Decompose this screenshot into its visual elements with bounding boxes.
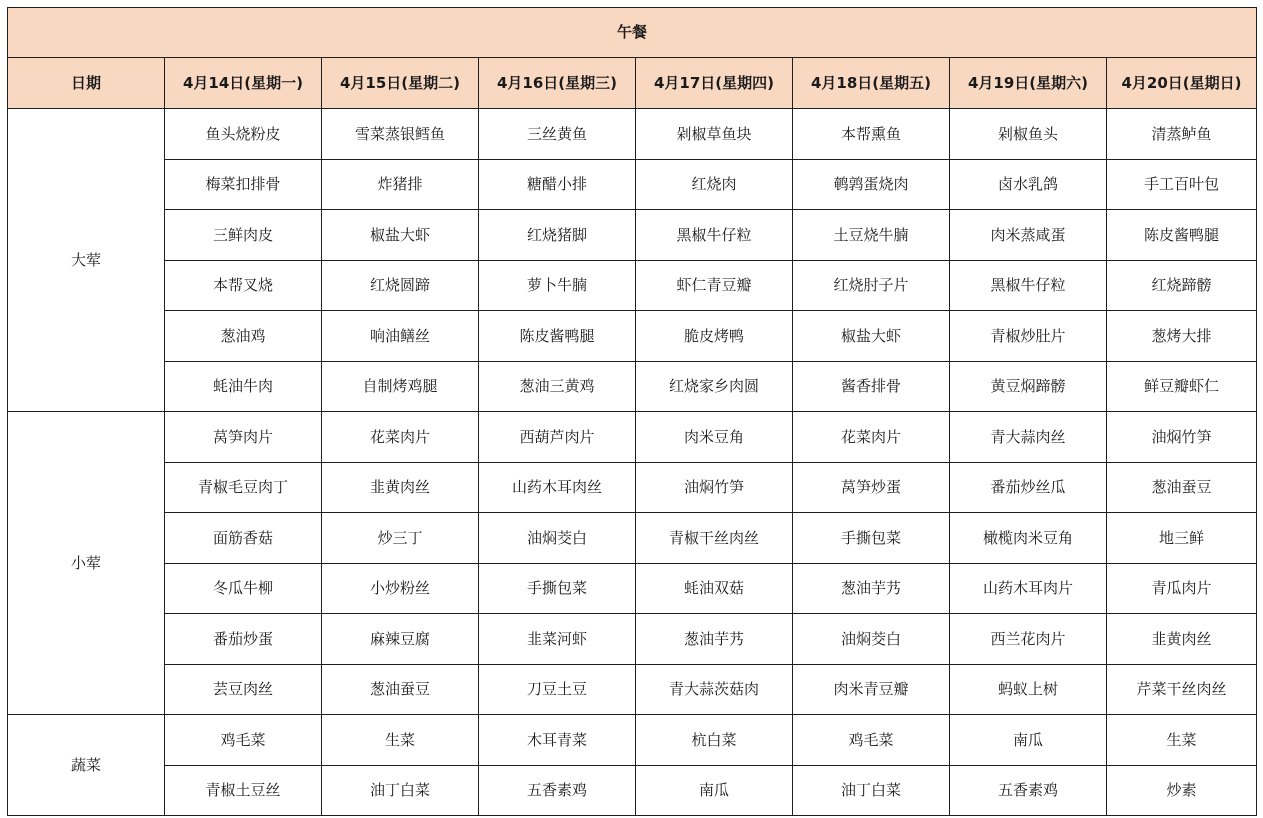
day-header: 4月14日(星期一) <box>165 58 322 109</box>
dish-cell: 肉米青豆瓣 <box>793 664 950 715</box>
date-header: 日期 <box>8 58 165 109</box>
table-row <box>8 614 1257 665</box>
table-row <box>8 462 1257 513</box>
dish-cell: 黄豆焖蹄髈 <box>950 361 1107 412</box>
dish-cell: 手撕包菜 <box>793 513 950 564</box>
dish-cell: 莴笋肉片 <box>165 412 322 463</box>
table-row <box>8 260 1257 311</box>
dish-cell: 五香素鸡 <box>479 765 636 816</box>
category-cell: 大荤 <box>8 109 165 412</box>
dish-cell: 生菜 <box>322 715 479 766</box>
dish-cell: 梅菜扣排骨 <box>165 159 322 210</box>
dish-cell: 炒三丁 <box>322 513 479 564</box>
dish-cell: 南瓜 <box>636 765 793 816</box>
table-row <box>8 311 1257 362</box>
dish-cell: 红烧猪脚 <box>479 210 636 261</box>
table-row <box>8 563 1257 614</box>
dish-cell: 青瓜肉片 <box>1107 563 1257 614</box>
dish-cell: 花菜肉片 <box>322 412 479 463</box>
day-header: 4月19日(星期六) <box>950 58 1107 109</box>
dish-cell: 鱼头烧粉皮 <box>165 109 322 160</box>
dish-cell: 南瓜 <box>950 715 1107 766</box>
dish-cell: 脆皮烤鸭 <box>636 311 793 362</box>
category-cell: 蔬菜 <box>8 715 165 816</box>
category-cell: 小荤 <box>8 412 165 715</box>
dish-cell: 刀豆土豆 <box>479 664 636 715</box>
dish-cell: 虾仁青豆瓣 <box>636 260 793 311</box>
dish-cell: 本帮叉烧 <box>165 260 322 311</box>
dish-cell: 葱烤大排 <box>1107 311 1257 362</box>
dish-cell: 清蒸鲈鱼 <box>1107 109 1257 160</box>
dish-cell: 鸡毛菜 <box>165 715 322 766</box>
dish-cell: 韭黄肉丝 <box>322 462 479 513</box>
dish-cell: 卤水乳鸽 <box>950 159 1107 210</box>
dish-cell: 山药木耳肉丝 <box>479 462 636 513</box>
dish-cell: 青椒炒肚片 <box>950 311 1107 362</box>
dish-cell: 油丁白菜 <box>793 765 950 816</box>
dish-cell: 肉米豆角 <box>636 412 793 463</box>
table-row <box>8 361 1257 412</box>
day-header: 4月20日(星期日) <box>1107 58 1257 109</box>
dish-cell: 番茄炒丝瓜 <box>950 462 1107 513</box>
dish-cell: 橄榄肉米豆角 <box>950 513 1107 564</box>
dish-cell: 芹菜干丝肉丝 <box>1107 664 1257 715</box>
dish-cell: 五香素鸡 <box>950 765 1107 816</box>
dish-cell: 青椒土豆丝 <box>165 765 322 816</box>
dish-cell: 山药木耳肉片 <box>950 563 1107 614</box>
dish-cell: 青椒干丝肉丝 <box>636 513 793 564</box>
dish-cell: 响油鳝丝 <box>322 311 479 362</box>
menu-table <box>7 7 1257 816</box>
dish-cell: 麻辣豆腐 <box>322 614 479 665</box>
dish-cell: 葱油鸡 <box>165 311 322 362</box>
day-header: 4月16日(星期三) <box>479 58 636 109</box>
dish-cell: 萝卜牛腩 <box>479 260 636 311</box>
dish-cell: 椒盐大虾 <box>322 210 479 261</box>
dish-cell: 番茄炒蛋 <box>165 614 322 665</box>
dish-cell: 油焖竹笋 <box>636 462 793 513</box>
dish-cell: 葱油芋艿 <box>793 563 950 614</box>
dish-cell: 手工百叶包 <box>1107 159 1257 210</box>
dish-cell: 芸豆肉丝 <box>165 664 322 715</box>
table-row <box>8 159 1257 210</box>
dish-cell: 陈皮酱鸭腿 <box>479 311 636 362</box>
table-row <box>8 715 1257 766</box>
dish-cell: 蚝油双菇 <box>636 563 793 614</box>
dish-cell: 油焖茭白 <box>793 614 950 665</box>
table-row <box>8 412 1257 463</box>
dish-cell: 黑椒牛仔粒 <box>950 260 1107 311</box>
dish-cell: 蚂蚁上树 <box>950 664 1107 715</box>
table-row <box>8 765 1257 816</box>
dish-cell: 红烧肘子片 <box>793 260 950 311</box>
dish-cell: 青大蒜肉丝 <box>950 412 1107 463</box>
dish-cell: 三丝黄鱼 <box>479 109 636 160</box>
dish-cell: 剁椒鱼头 <box>950 109 1107 160</box>
dish-cell: 西葫芦肉片 <box>479 412 636 463</box>
dish-cell: 油焖茭白 <box>479 513 636 564</box>
dish-cell: 生菜 <box>1107 715 1257 766</box>
dish-cell: 炒素 <box>1107 765 1257 816</box>
dish-cell: 地三鲜 <box>1107 513 1257 564</box>
table-row <box>8 109 1257 160</box>
table-row <box>8 664 1257 715</box>
dish-cell: 葱油三黄鸡 <box>479 361 636 412</box>
day-header: 4月15日(星期二) <box>322 58 479 109</box>
dish-cell: 三鲜肉皮 <box>165 210 322 261</box>
dish-cell: 莴笋炒蛋 <box>793 462 950 513</box>
dish-cell: 西兰花肉片 <box>950 614 1107 665</box>
dish-cell: 韭菜河虾 <box>479 614 636 665</box>
dish-cell: 黑椒牛仔粒 <box>636 210 793 261</box>
dish-cell: 木耳青菜 <box>479 715 636 766</box>
dish-cell: 杭白菜 <box>636 715 793 766</box>
dish-cell: 炸猪排 <box>322 159 479 210</box>
day-header: 4月17日(星期四) <box>636 58 793 109</box>
dish-cell: 油丁白菜 <box>322 765 479 816</box>
dish-cell: 糖醋小排 <box>479 159 636 210</box>
dish-cell: 油焖竹笋 <box>1107 412 1257 463</box>
dish-cell: 手撕包菜 <box>479 563 636 614</box>
dish-cell: 青大蒜茨菇肉 <box>636 664 793 715</box>
dish-cell: 葱油蚕豆 <box>1107 462 1257 513</box>
dish-cell: 肉米蒸咸蛋 <box>950 210 1107 261</box>
dish-cell: 花菜肉片 <box>793 412 950 463</box>
dish-cell: 红烧肉 <box>636 159 793 210</box>
dish-cell: 土豆烧牛腩 <box>793 210 950 261</box>
dish-cell: 红烧家乡肉圆 <box>636 361 793 412</box>
dish-cell: 小炒粉丝 <box>322 563 479 614</box>
dish-cell: 鹌鹑蛋烧肉 <box>793 159 950 210</box>
table-row <box>8 513 1257 564</box>
dish-cell: 蚝油牛肉 <box>165 361 322 412</box>
dish-cell: 红烧圆蹄 <box>322 260 479 311</box>
dish-cell: 面筋香菇 <box>165 513 322 564</box>
dish-cell: 陈皮酱鸭腿 <box>1107 210 1257 261</box>
dish-cell: 红烧蹄髈 <box>1107 260 1257 311</box>
table-title: 午餐 <box>8 8 1257 58</box>
dish-cell: 葱油蚕豆 <box>322 664 479 715</box>
dish-cell: 自制烤鸡腿 <box>322 361 479 412</box>
dish-cell: 韭黄肉丝 <box>1107 614 1257 665</box>
dish-cell: 剁椒草鱼块 <box>636 109 793 160</box>
dish-cell: 冬瓜牛柳 <box>165 563 322 614</box>
dish-cell: 鲜豆瓣虾仁 <box>1107 361 1257 412</box>
dish-cell: 鸡毛菜 <box>793 715 950 766</box>
dish-cell: 青椒毛豆肉丁 <box>165 462 322 513</box>
dish-cell: 雪菜蒸银鳕鱼 <box>322 109 479 160</box>
dish-cell: 酱香排骨 <box>793 361 950 412</box>
dish-cell: 葱油芋艿 <box>636 614 793 665</box>
table-row <box>8 210 1257 261</box>
day-header: 4月18日(星期五) <box>793 58 950 109</box>
dish-cell: 本帮熏鱼 <box>793 109 950 160</box>
dish-cell: 椒盐大虾 <box>793 311 950 362</box>
